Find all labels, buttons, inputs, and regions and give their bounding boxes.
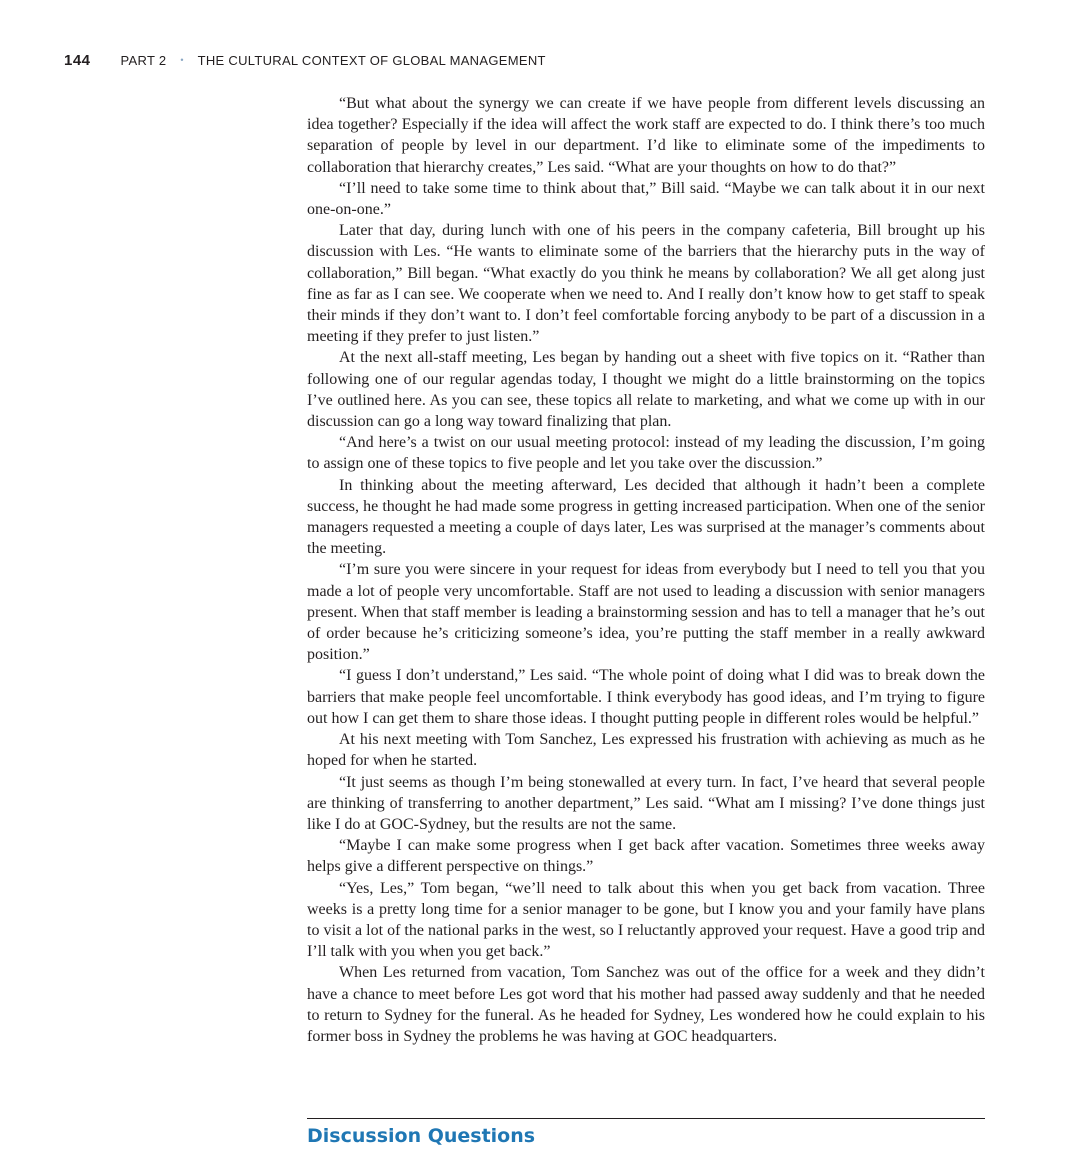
paragraph: “It just seems as though I’m being stonewalled at every turn. In fact, I’ve heard that several people are thinking of transferring to another department,” Les said. “What am I missing? I’ve done things just like I do at GOC-Sydney, but the results are not the same. (307, 773, 985, 833)
paragraph: “And here’s a twist on our usual meeting protocol: instead of my leading the discussion, I’m going to assign one of these topics to five people and let you take over the discussion.” (307, 434, 985, 473)
paragraph: “Yes, Les,” Tom began, “we’ll need to talk about this when you get back from vacation. Three weeks is a pretty long time for a senior manager to be gone, but I know you and your family have plans to visit a lot of the national parks in the west, so I reluctantly approved your request. Have a good trip and I’ll talk with you when you get back.” (307, 879, 985, 961)
case-narrative (307, 93, 985, 1047)
chapter-title: THE CULTURAL CONTEXT OF GLOBAL MANAGEMENT (197, 52, 546, 68)
page-number: 144 (64, 51, 91, 69)
section-divider (307, 1118, 985, 1119)
paragraph: “But what about the synergy we can create if we have people from different levels discussing an idea together? Especially if the idea will affect the work staff are expected to do. I think there’s too much separation of people by level in our department. I’d like to eliminate some of the impediments to collaboration that hierarchy creates,” Les said. “What are your thoughts on how to do that?” (307, 95, 985, 176)
paragraph: “Maybe I can make some progress when I get back after vacation. Sometimes three weeks away helps give a different perspective on things.” (307, 837, 985, 876)
section-heading: Discussion Questions (307, 1125, 536, 1147)
paragraph: “I’m sure you were sincere in your request for ideas from everybody but I need to tell you that you made a lot of people very uncomfortable. Staff are not used to leading a discussion with senior managers present. When that staff member is leading a brainstorming session and has to tell a manager that he’s out of order because he’s criticizing someone’s idea, you’re putting the staff member in a really awkward position.” (307, 561, 985, 664)
part-label: PART 2 (120, 52, 167, 68)
header-separator-dot: • (180, 55, 184, 65)
paragraph: At the next all-staff meeting, Les began by handing out a sheet with five topics on it. “Rather than following one of our regular agendas today, I thought we might do a little brainstorming on the topics I’ve outlined here. As you can see, these topics all relate to marketing, and what we come up with in our discussion can go a long way toward finalizing that plan. (307, 349, 985, 431)
paragraph: “I guess I don’t understand,” Les said. “The whole point of doing what I did was to break down the barriers that make people feel uncomfortable. I think everybody has good ideas, and I’m trying to figure out how I can get them to share those ideas. I thought putting people in different roles would be helpful.” (307, 667, 985, 727)
paragraph: At his next meeting with Tom Sanchez, Les expressed his frustration with achieving as much as he hoped for when he started. (307, 731, 985, 770)
paragraph: In thinking about the meeting afterward, Les decided that although it hadn’t been a complete success, he thought he had made some progress in getting increased participation. When one of the senior managers requested a meeting a couple of days later, Les was surprised at the manager’s comments about the meeting. (307, 476, 985, 558)
running-header (64, 50, 546, 70)
paragraph: “I’ll need to take some time to think about that,” Bill said. “Maybe we can talk about it in our next one-on-one.” (307, 179, 985, 219)
paragraph: Later that day, during lunch with one of his peers in the company cafeteria, Bill brought up his discussion with Les. “He wants to eliminate some of the barriers that the hierarchy puts in the way of collaboration,” Bill began. “What exactly do you think he means by collaboration? We all get along just fine as far as I can see. We cooperate when we need to. And I really don’t know how to get staff to speak their minds if they don’t want to. I don’t feel comfortable forcing anybody to be part of a discussion in a meeting if they prefer to just listen.” (307, 222, 985, 346)
paragraph: When Les returned from vacation, Tom Sanchez was out of the office for a week and they didn’t have a chance to meet before Les got word that his mother had passed away suddenly and that he needed to return to Sydney for the funeral. As he headed for Sydney, Les wondered how he could explain to his former boss in Sydney the problems he was having at GOC headquarters. (307, 964, 985, 1045)
